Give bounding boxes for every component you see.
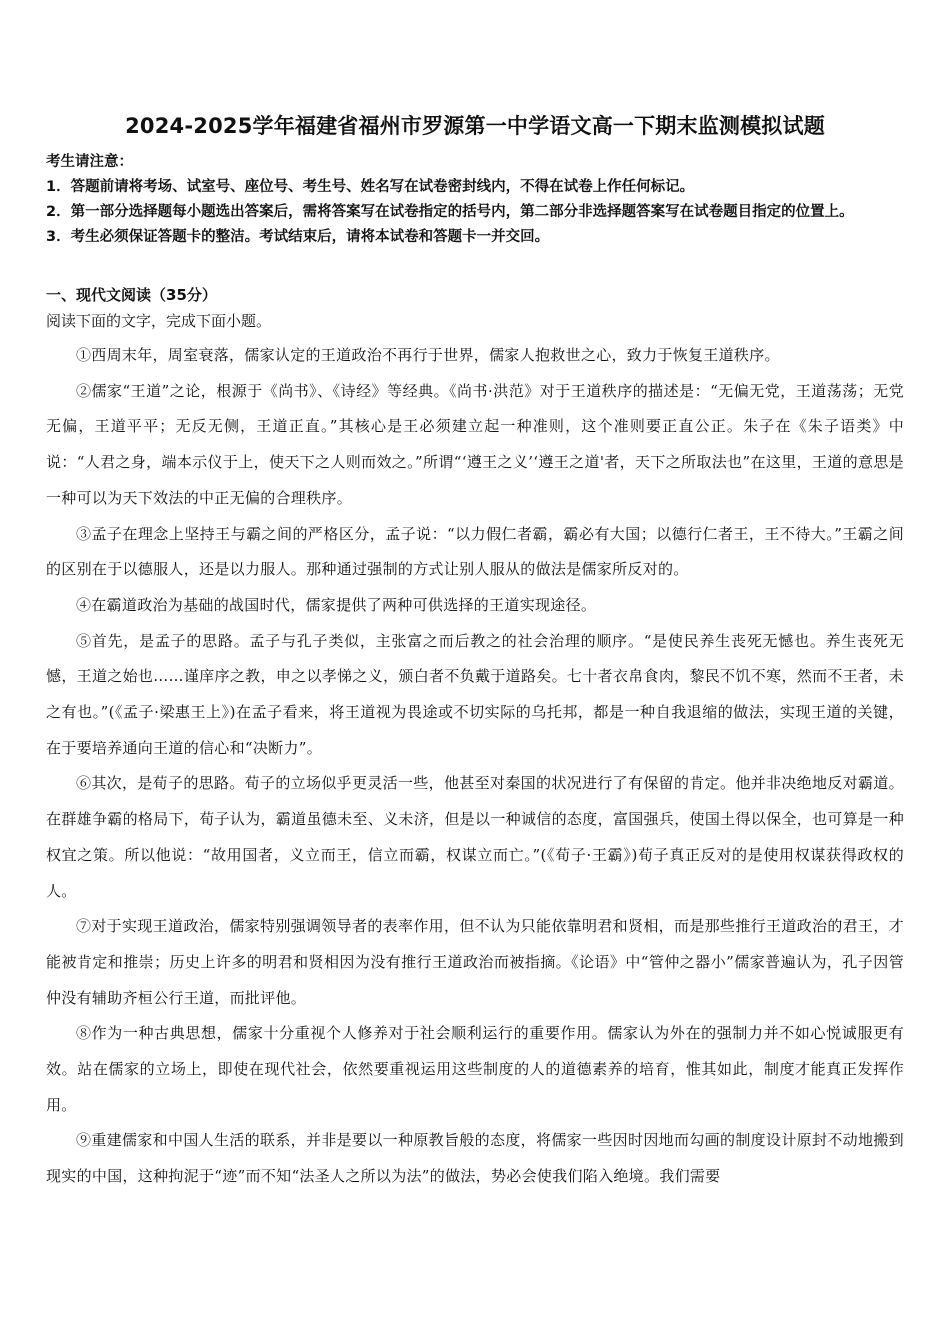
passage-paragraph: ⑥其次，是荀子的思路。荀子的立场似乎更灵活一些，他甚至对秦国的状况进行了有保留的肯定。他并非决绝地反对霸道。在群雄争霸的格局下，荀子认为，霸道虽德未至、义未济，但是以一种诚信的态度，富国强兵，使国土得以保全，也可算是一种权宜之策。所以他说：“故用国者，义立而王，信立而霸，权谋立而亡。”(《荀子·王霸》)荀子真正反对的是使用权谋获得政权的人。 [46,774,904,900]
section-intro: 阅读下面的文字，完成下面小题。 [46,312,272,330]
page-title: 2024-2025学年福建省福州市罗源第一中学语文高一下期末监测模拟试题 [125,114,825,138]
notice-heading: 考生请注意： [46,154,133,170]
notice-item: 3．考生必须保证答题卡的整洁。考试结束后，请将本试卷和答题卡一并交回。 [46,229,550,245]
notice-item: 2．第一部分选择题每小题选出答案后，需将答案写在试卷指定的括号内，第二部分非选择题答案写在试卷题目指定的位置上。 [46,204,854,220]
notice-item: 1．答题前请将考场、试室号、座位号、考生号、姓名写在试卷密封线内，不得在试卷上作任何标记。 [46,179,695,195]
passage-paragraph: ④在霸道政治为基础的战国时代，儒家提供了两种可供选择的王道实现途径。 [76,595,597,614]
passage-paragraph: ⑦对于实现王道政治，儒家特别强调领导者的表率作用，但不认为只能依靠明君和贤相，而是那些推行王道政治的君王，才能被肯定和推崇；历史上许多的明君和贤相因为没有推行王道政治而被指摘。《论语》中“管仲之器小”儒家普遍认为，孔子因管仲没有辅助齐桓公行王道，而批评他。 [46,917,904,1007]
reading-passage [46,338,904,1195]
passage-paragraph: ⑤首先，是孟子的思路。孟子与孔子类似，主张富之而后教之的社会治理的顺序。“是使民养生丧死无憾也。养生丧死无憾，王道之始也……谨庠序之教，申之以孝悌之义，颁白者不负戴于道路矣。七十者衣帛食肉，黎民不饥不寒，然而不王者，未之有也。”(《孟子·梁惠王上》)在孟子看来，将王道视为畏途或不切实际的乌托邦，都是一种自我退缩的做法，实现王道的关键，在于要培养通向王道的信心和“决断力”。 [46,631,904,757]
section-heading: 一、现代文阅读（35分） [46,286,217,304]
passage-paragraph: ②儒家“王道”之论，根源于《尚书》、《诗经》等经典。《尚书·洪范》对于王道秩序的描述是：“无偏无党，王道荡荡；无党无偏，王道平平；无反无侧，王道正直。”其核心是王必须建立起一种准则，这个准则要正直公正。朱子在《朱子语类》中说：“人君之身，端本示仪于上，使天下之人则而效之。”所谓“‘遵王之义’‘遵王之道'者，天下之所取法也”在这里，王道的意思是一种可以为天下效法的中正无偏的合理秩序。 [46,381,904,507]
passage-paragraph: ③孟子在理念上坚持王与霸之间的严格区分，孟子说：“以力假仁者霸，霸必有大国；以德行仁者王，王不待大。”王霸之间的区别在于以德服人，还是以力服人。那种通过强制的方式让别人服从的做法是儒家所反对的。 [46,524,904,579]
passage-paragraph: ⑧作为一种古典思想，儒家十分重视个人修养对于社会顺利运行的重要作用。儒家认为外在的强制力并不如心悦诚服更有效。站在儒家的立场上，即使在现代社会，依然要重视运用这些制度的人的道德素养的培育，惟其如此，制度才能真正发挥作用。 [46,1024,904,1114]
exam-notice [46,150,904,250]
passage-paragraph: ⑨重建儒家和中国人生活的联系，并非是要以一种原教旨般的态度，将儒家一些因时因地而勾画的制度设计原封不动地搬到现实的中国，这种拘泥于“迹”而不知“法圣人之所以为法”的做法，势必会使我们陷入绝境。我们需要 [46,1131,904,1186]
passage-paragraph: ①西周末年，周室衰落，儒家认定的王道政治不再行于世界，儒家人抱救世之心，致力于恢复王道秩序。 [76,346,780,364]
